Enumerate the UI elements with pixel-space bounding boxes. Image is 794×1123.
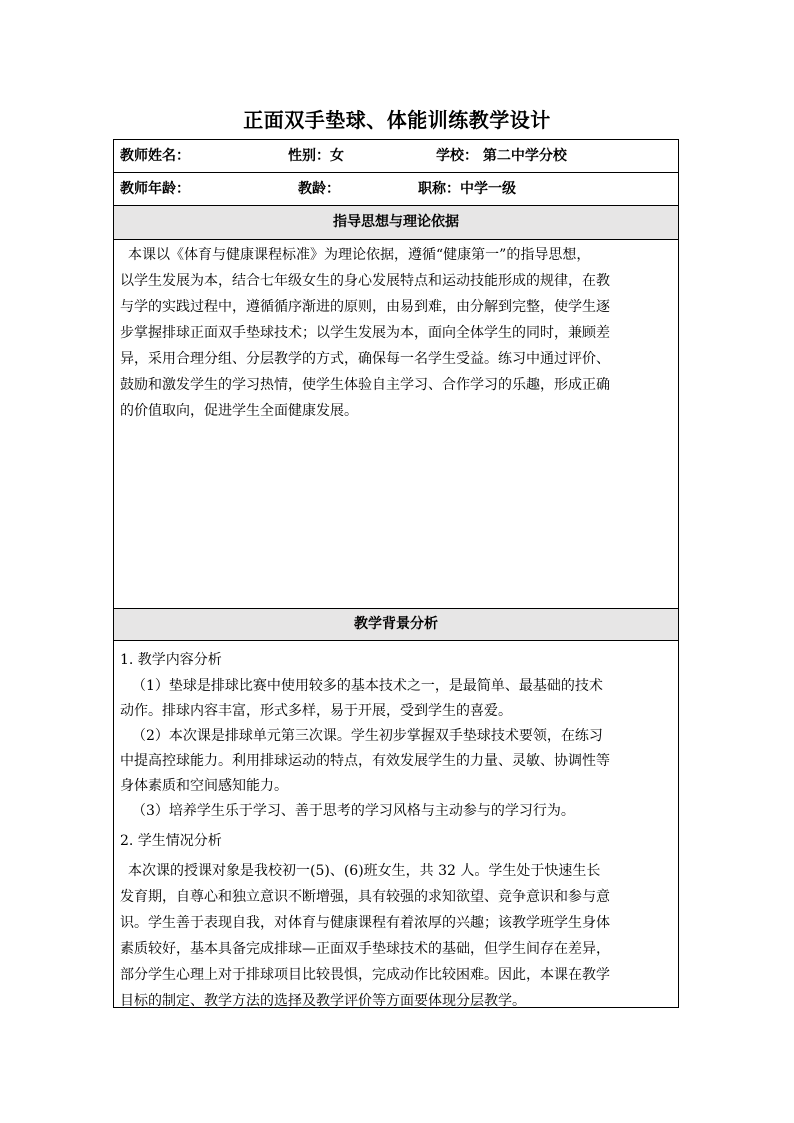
teacher-age-label: 教师年龄： [120,181,190,197]
document-title: 正面双手垫球、体能训练教学设计 [243,108,551,132]
subsection-title-content-analysis: 1. 教学内容分析 [120,652,222,668]
paragraph-line: 以学生发展为本，结合七年级女生的身心发展特点和运动技能形成的规律，在教 [120,273,610,289]
paragraph-line: 中提高控球能力。利用排球运动的特点，有效发展学生的力量、灵敏、协调性等 [120,753,610,769]
section-heading-background-analysis: 教学背景分析 [114,609,678,641]
paragraph-line: 步掌握排球正面双手垫球技术；以学生发展为本，面向全体学生的同时，兼顾差 [120,325,610,341]
paragraph-line: 鼓励和激发学生的学习热情，使学生体验自主学习、合作学习的乐趣，形成正确 [120,377,610,393]
paragraph-line: 发育期，自尊心和独立意识不断增强，具有较强的求知欲望、竞争意识和参与意 [120,889,610,905]
paragraph-line: 身体素质和空间感知能力。 [120,778,288,794]
paragraph-line: （3）培养学生乐于学习、善于思考的学习风格与主动参与的学习行为。 [132,803,575,819]
section-body-background-analysis [114,641,678,1007]
teaching-age-label: 教龄： [298,181,340,197]
teacher-info-row-2 [114,173,678,206]
subsection-title-student-analysis: 2. 学生情况分析 [120,833,222,849]
paragraph-line: （2）本次课是排球单元第三次课。学生初步掌握双手垫球技术要领，在练习 [132,728,603,744]
school-label: 学校： 第二中学分校 [436,148,567,164]
teacher-info-row-1 [114,140,678,173]
paragraph-line: 识。学生善于表现自我，对体育与健康课程有着浓厚的兴趣；该教学班学生身体 [120,915,610,931]
paragraph-line: 部分学生心理上对于排球项目比较畏惧，完成动作比较困难。因此，本课在教学 [120,967,610,983]
paragraph-line: 素质较好，基本具备完成排球—正面双手垫球技术的基础，但学生间存在差异， [120,941,610,957]
paragraph-line: （1）垫球是排球比赛中使用较多的基本技术之一，是最简单、最基础的技术 [132,678,603,694]
lesson-design-table [113,139,679,1008]
teacher-name-label: 教师姓名： [120,148,190,164]
paragraph-line: 本次课的授课对象是我校初一(5)、(6)班女生，共 32 人。学生处于快速生长 [128,863,601,879]
section-heading-guiding-ideology: 指导思想与理论依据 [114,206,678,240]
professional-title-label: 职称：中学一级 [418,181,516,197]
paragraph-line: 异，采用合理分组、分层教学的方式，确保每一名学生受益。练习中通过评价、 [120,351,610,367]
paragraph-line: 的价值取向，促进学生全面健康发展。 [120,403,358,419]
section-body-guiding-ideology [114,240,678,609]
gender-label: 性别：女 [288,148,344,164]
paragraph-line: 本课以《体育与健康课程标准》为理论依据，遵循“健康第一”的指导思想， [128,247,591,263]
paragraph-line: 动作。排球内容丰富，形式多样，易于开展，受到学生的喜爱。 [120,703,512,719]
paragraph-line: 目标的制定、教学方法的选择及教学评价等方面要体现分层教学。 [120,993,526,1009]
paragraph-line: 与学的实践过程中，遵循循序渐进的原则，由易到难，由分解到完整，使学生逐 [120,299,610,315]
